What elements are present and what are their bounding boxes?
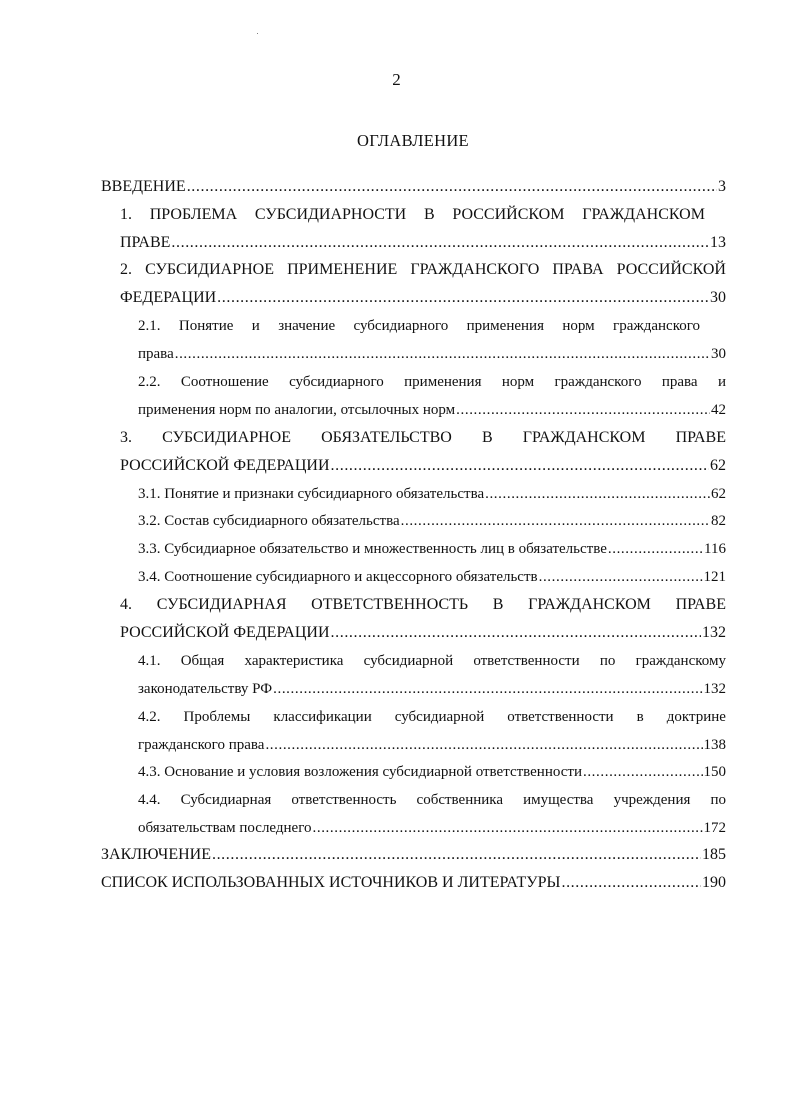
word: 2. xyxy=(120,261,132,278)
toc-entry-text: 3.4. Соотношение субсидиарного и акцессорного обязательств xyxy=(138,569,538,585)
toc-title: ОГЛАВЛЕНИЕ xyxy=(357,131,469,150)
leader-dots xyxy=(485,484,710,504)
toc-entry-text: применения норм по аналогии, отсылочных норм xyxy=(138,402,456,418)
word: ГРАЖДАНСКОМ xyxy=(582,206,705,223)
word: имущества xyxy=(523,792,594,808)
toc-entry-page: 150 xyxy=(703,764,726,780)
toc-entry-page: 121 xyxy=(703,569,726,585)
toc-entry-text: права xyxy=(138,346,174,362)
toc-entry-page: 132 xyxy=(702,624,726,641)
word: ПРАВЕ xyxy=(675,429,726,446)
word: гражданского xyxy=(554,374,642,390)
word: значение xyxy=(278,318,336,334)
word: учреждения xyxy=(613,792,691,808)
word: ответственности xyxy=(507,709,614,725)
page-number: 2 xyxy=(392,70,401,89)
toc-entry-chapter-2-line2 xyxy=(120,288,726,308)
word: ГРАЖДАНСКОМ xyxy=(522,429,646,446)
leader-dots xyxy=(583,762,703,782)
toc-entry-intro xyxy=(101,177,726,197)
toc-entry-page: 30 xyxy=(710,289,726,306)
word: Проблемы xyxy=(183,709,251,725)
toc-entry-section-3-4 xyxy=(138,567,726,587)
leader-dots xyxy=(561,873,701,893)
word: Общая xyxy=(180,653,225,669)
word: собственника xyxy=(416,792,504,808)
toc-entry-page: 132 xyxy=(703,681,726,697)
word: субсидиарного xyxy=(289,374,384,390)
toc-entry-page: 172 xyxy=(703,820,726,836)
leader-dots xyxy=(265,735,702,755)
toc-entry-section-4-4-line1 xyxy=(138,790,726,810)
word: 4.1. xyxy=(138,653,161,669)
toc-entry-section-2-1-line1 xyxy=(138,316,700,336)
toc-entry-text: 3.1. Понятие и признаки субсидиарного обязательства xyxy=(138,486,485,502)
word: ПРИМЕНЕНИЕ xyxy=(287,261,398,278)
toc-entry-text: СПИСОК ИСПОЛЬЗОВАННЫХ ИСТОЧНИКОВ И ЛИТЕРАТУРЫ xyxy=(101,874,561,891)
word: гражданского xyxy=(613,318,700,334)
toc-entry-section-2-1-line2 xyxy=(138,344,726,364)
toc-entry-page: 82 xyxy=(711,513,726,529)
toc-entry-chapter-4-line2 xyxy=(120,623,726,643)
toc-entry-page: 116 xyxy=(704,541,726,557)
word: гражданскому xyxy=(635,653,726,669)
toc-entry-section-2-2-line2 xyxy=(138,400,726,420)
word: Соотношение xyxy=(180,374,269,390)
word: 4. xyxy=(120,596,132,613)
word: ответственность xyxy=(291,792,397,808)
word: ГРАЖДАНСКОГО xyxy=(410,261,540,278)
word: СУБСИДИАРНАЯ xyxy=(156,596,287,613)
toc-entry-text: РОССИЙСКОЙ ФЕДЕРАЦИИ xyxy=(120,624,330,641)
leader-dots xyxy=(273,679,702,699)
toc-entry-section-4-2-line2 xyxy=(138,735,726,755)
word: по xyxy=(710,792,726,808)
word: и xyxy=(251,318,260,334)
word: СУБСИДИАРНОСТИ xyxy=(254,206,407,223)
toc-entry-text: гражданского права xyxy=(138,737,265,753)
toc-entry-text: ЗАКЛЮЧЕНИЕ xyxy=(101,846,211,863)
word: в xyxy=(636,709,644,725)
toc-entry-text: 3.3. Субсидиарное обязательство и множественность лиц в обязательстве xyxy=(138,541,607,557)
toc-entry-sources xyxy=(101,873,726,893)
leader-dots xyxy=(217,288,709,308)
toc-entry-chapter-4-line1 xyxy=(120,595,726,615)
leader-dots xyxy=(212,845,701,865)
toc-entry-chapter-1-line2 xyxy=(120,233,726,253)
toc-entry-chapter-3-line2 xyxy=(120,456,726,476)
word: норм xyxy=(562,318,595,334)
word: 2.1. xyxy=(138,318,161,334)
word: субсидиарной xyxy=(363,653,454,669)
toc-entry-text: законодательству РФ xyxy=(138,681,273,697)
toc-entry-section-4-4-line2 xyxy=(138,818,726,838)
toc-entry-section-4-3 xyxy=(138,762,726,782)
word: применения xyxy=(466,318,544,334)
toc-entry-text: 3.2. Состав субсидиарного обязательства xyxy=(138,513,400,529)
word: ПРАВА xyxy=(552,261,604,278)
word: Понятие xyxy=(178,318,234,334)
word: применения xyxy=(404,374,482,390)
toc-entry-page: 185 xyxy=(702,846,726,863)
word: по xyxy=(599,653,616,669)
toc-entry-conclusion xyxy=(101,845,726,865)
toc-entry-page: 62 xyxy=(710,457,726,474)
toc-entry-page: 42 xyxy=(711,402,726,418)
leader-dots xyxy=(187,177,717,197)
toc-entry-section-2-2-line1 xyxy=(138,372,726,392)
word: ПРОБЛЕМА xyxy=(149,206,238,223)
scan-speck xyxy=(257,33,258,34)
word: ПРАВЕ xyxy=(675,596,726,613)
leader-dots xyxy=(331,456,709,476)
toc-entry-page: 13 xyxy=(710,234,726,251)
toc-entry-chapter-1-line1 xyxy=(120,205,705,225)
toc-entry-section-3-2 xyxy=(138,511,726,531)
word: РОССИЙСКОМ xyxy=(452,206,565,223)
word: РОССИЙСКОЙ xyxy=(616,261,726,278)
word: Субсидиарная xyxy=(180,792,272,808)
toc-entry-page: 62 xyxy=(711,486,726,502)
word: доктрине xyxy=(666,709,726,725)
word: 4.2. xyxy=(138,709,161,725)
toc-entry-chapter-2-line1 xyxy=(120,260,726,280)
word: В xyxy=(423,206,435,223)
word: и xyxy=(717,374,726,390)
toc-entry-section-3-1 xyxy=(138,484,726,504)
word: 2.2. xyxy=(138,374,161,390)
word: В xyxy=(481,429,493,446)
toc-entry-page: 190 xyxy=(702,874,726,891)
word: 4.4. xyxy=(138,792,161,808)
toc-entry-text: ВВЕДЕНИЕ xyxy=(101,178,186,195)
toc-entry-text: ПРАВЕ xyxy=(120,234,171,251)
word: ОБЯЗАТЕЛЬСТВО xyxy=(321,429,452,446)
toc-entry-section-4-1-line1 xyxy=(138,651,726,671)
word: субсидиарного xyxy=(353,318,449,334)
word: субсидиарной xyxy=(394,709,485,725)
leader-dots xyxy=(608,539,703,559)
word: ГРАЖДАНСКОМ xyxy=(528,596,651,613)
toc-entry-page: 3 xyxy=(718,178,726,195)
word: 3. xyxy=(120,429,132,446)
leader-dots xyxy=(456,400,710,420)
toc-entry-chapter-3-line1 xyxy=(120,428,726,448)
leader-dots xyxy=(313,818,703,838)
leader-dots xyxy=(331,623,701,643)
toc-entry-section-3-3 xyxy=(138,539,726,559)
word: ответственности xyxy=(473,653,580,669)
toc-entry-text: ФЕДЕРАЦИИ xyxy=(120,289,217,306)
word: СУБСИДИАРНОЕ xyxy=(145,261,274,278)
toc-entry-section-4-2-line1 xyxy=(138,707,726,727)
word: ОТВЕТСТВЕННОСТЬ xyxy=(311,596,469,613)
toc-entry-page: 30 xyxy=(711,346,726,362)
toc-entry-section-4-1-line2 xyxy=(138,679,726,699)
word: характеристика xyxy=(244,653,344,669)
toc-entry-text: РОССИЙСКОЙ ФЕДЕРАЦИИ xyxy=(120,457,330,474)
word: норм xyxy=(501,374,535,390)
word: права xyxy=(661,374,698,390)
leader-dots xyxy=(401,511,710,531)
word: В xyxy=(492,596,504,613)
leader-dots xyxy=(171,233,709,253)
leader-dots xyxy=(539,567,703,587)
toc-entry-text: 4.3. Основание и условия возложения субсидиарной ответственности xyxy=(138,764,582,780)
toc-entry-text: обязательствам последнего xyxy=(138,820,312,836)
leader-dots xyxy=(175,344,710,364)
word: классификации xyxy=(273,709,372,725)
toc-entry-page: 138 xyxy=(703,737,726,753)
word: 1. xyxy=(120,206,132,223)
word: СУБСИДИАРНОЕ xyxy=(162,429,292,446)
